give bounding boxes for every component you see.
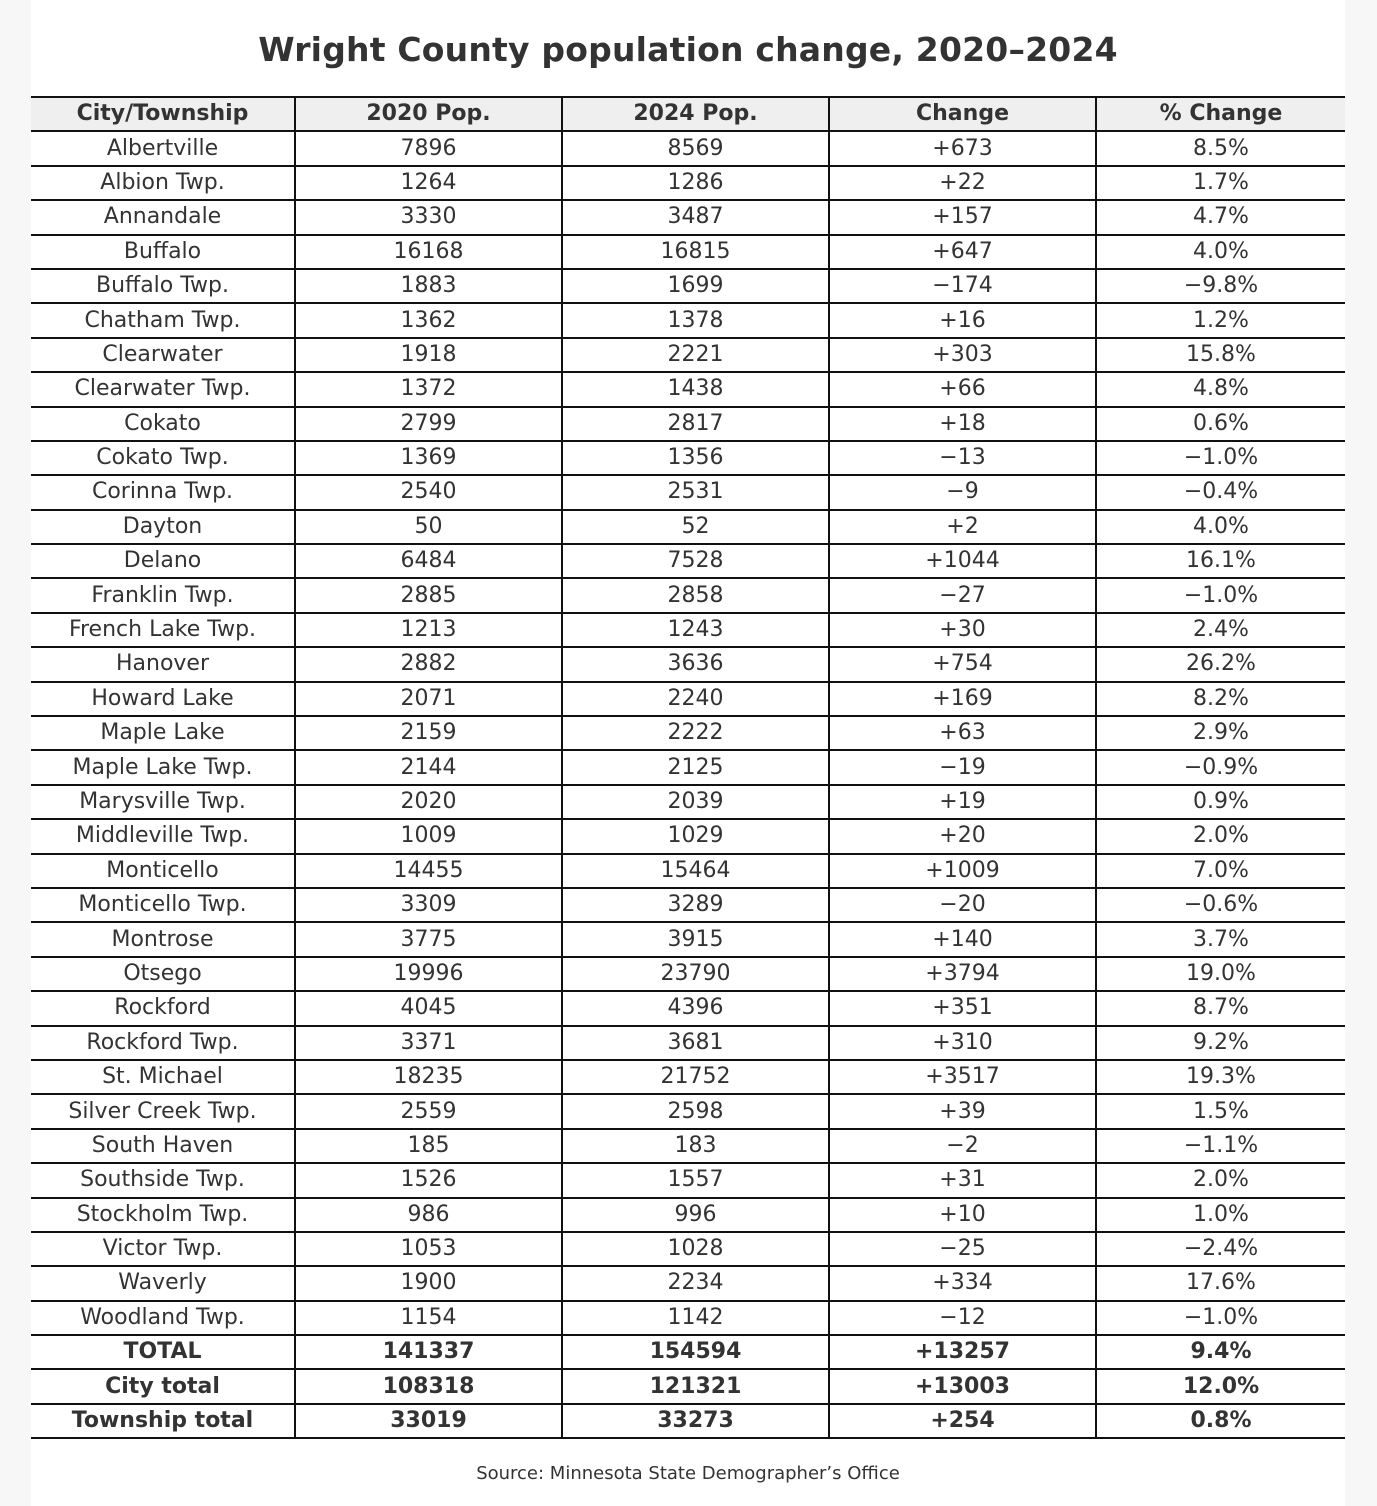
cell-change: +30 (829, 613, 1096, 647)
cell-2024-pop: 154594 (562, 1335, 829, 1369)
cell-2024-pop: 33273 (562, 1404, 829, 1438)
cell-pct-change: 1.0% (1096, 1198, 1345, 1232)
table-row (31, 269, 1345, 303)
cell-change: +310 (829, 1026, 1096, 1060)
cell-change: +140 (829, 922, 1096, 956)
cell-change: +351 (829, 991, 1096, 1025)
cell-name: Maple Lake (31, 716, 295, 750)
table-row (31, 1301, 1345, 1335)
cell-name: Cokato Twp. (31, 441, 295, 475)
table-row (31, 510, 1345, 544)
cell-name: Waverly (31, 1266, 295, 1300)
cell-2024-pop: 3915 (562, 922, 829, 956)
cell-pct-change: 4.8% (1096, 372, 1345, 406)
cell-change: −20 (829, 888, 1096, 922)
cell-2020-pop: 1213 (295, 613, 562, 647)
cell-2024-pop: 996 (562, 1198, 829, 1232)
cell-pct-change: 4.7% (1096, 200, 1345, 234)
table-row (31, 647, 1345, 681)
cell-pct-change: 1.2% (1096, 303, 1345, 337)
document-page (31, 0, 1345, 1506)
cell-2024-pop: 1029 (562, 819, 829, 853)
cell-2024-pop: 1142 (562, 1301, 829, 1335)
cell-2020-pop: 2071 (295, 682, 562, 716)
cell-name: Monticello Twp. (31, 888, 295, 922)
table-row (31, 957, 1345, 991)
cell-change: +13003 (829, 1369, 1096, 1403)
cell-name: Corinna Twp. (31, 475, 295, 509)
cell-pct-change: 0.8% (1096, 1404, 1345, 1438)
cell-2024-pop: 2221 (562, 338, 829, 372)
cell-2020-pop: 1369 (295, 441, 562, 475)
cell-change: +66 (829, 372, 1096, 406)
cell-name: Buffalo Twp. (31, 269, 295, 303)
cell-pct-change: 0.9% (1096, 785, 1345, 819)
cell-pct-change: 19.0% (1096, 957, 1345, 991)
cell-2024-pop: 4396 (562, 991, 829, 1025)
cell-name: Albion Twp. (31, 166, 295, 200)
cell-name: Buffalo (31, 235, 295, 269)
cell-change: +334 (829, 1266, 1096, 1300)
cell-pct-change: −1.0% (1096, 441, 1345, 475)
cell-2020-pop: 2799 (295, 407, 562, 441)
cell-change: +18 (829, 407, 1096, 441)
cell-change: +673 (829, 131, 1096, 165)
cell-name: Howard Lake (31, 682, 295, 716)
cell-change: +1009 (829, 854, 1096, 888)
cell-2020-pop: 1372 (295, 372, 562, 406)
table-row (31, 785, 1345, 819)
cell-pct-change: 1.7% (1096, 166, 1345, 200)
cell-name: Otsego (31, 957, 295, 991)
table-row (31, 1163, 1345, 1197)
cell-2024-pop: 3681 (562, 1026, 829, 1060)
table-header-row (31, 97, 1345, 131)
table-row (31, 716, 1345, 750)
population-table (31, 96, 1345, 1439)
table-body (31, 131, 1345, 1438)
cell-2020-pop: 1264 (295, 166, 562, 200)
cell-pct-change: 8.5% (1096, 131, 1345, 165)
table-row (31, 131, 1345, 165)
cell-2024-pop: 1699 (562, 269, 829, 303)
table-row (31, 922, 1345, 956)
cell-pct-change: 4.0% (1096, 235, 1345, 269)
cell-2024-pop: 2240 (562, 682, 829, 716)
cell-2020-pop: 1526 (295, 1163, 562, 1197)
cell-name: Delano (31, 544, 295, 578)
cell-change: +63 (829, 716, 1096, 750)
cell-name: TOTAL (31, 1335, 295, 1369)
cell-2024-pop: 121321 (562, 1369, 829, 1403)
cell-2020-pop: 4045 (295, 991, 562, 1025)
cell-change: +254 (829, 1404, 1096, 1438)
table-row (31, 235, 1345, 269)
cell-2024-pop: 2598 (562, 1094, 829, 1128)
cell-name: Marysville Twp. (31, 785, 295, 819)
cell-name: Maple Lake Twp. (31, 750, 295, 784)
cell-name: Monticello (31, 854, 295, 888)
cell-pct-change: 16.1% (1096, 544, 1345, 578)
cell-2020-pop: 2885 (295, 578, 562, 612)
cell-change: −9 (829, 475, 1096, 509)
cell-change: −12 (829, 1301, 1096, 1335)
table-row (31, 303, 1345, 337)
cell-2024-pop: 7528 (562, 544, 829, 578)
cell-2024-pop: 2234 (562, 1266, 829, 1300)
table-row (31, 888, 1345, 922)
cell-change: −174 (829, 269, 1096, 303)
table-row (31, 200, 1345, 234)
cell-pct-change: 19.3% (1096, 1060, 1345, 1094)
cell-pct-change: 8.7% (1096, 991, 1345, 1025)
cell-2020-pop: 108318 (295, 1369, 562, 1403)
table-row (31, 407, 1345, 441)
header-city-township: City/Township (31, 97, 295, 131)
cell-2024-pop: 2039 (562, 785, 829, 819)
table-row (31, 475, 1345, 509)
cell-pct-change: −9.8% (1096, 269, 1345, 303)
cell-2024-pop: 1438 (562, 372, 829, 406)
table-row (31, 613, 1345, 647)
cell-2020-pop: 14455 (295, 854, 562, 888)
cell-2024-pop: 2531 (562, 475, 829, 509)
cell-pct-change: 2.0% (1096, 1163, 1345, 1197)
table-row (31, 819, 1345, 853)
cell-2020-pop: 33019 (295, 1404, 562, 1438)
cell-change: +754 (829, 647, 1096, 681)
cell-pct-change: 2.9% (1096, 716, 1345, 750)
table-row (31, 991, 1345, 1025)
cell-2024-pop: 15464 (562, 854, 829, 888)
cell-pct-change: 15.8% (1096, 338, 1345, 372)
cell-2020-pop: 1154 (295, 1301, 562, 1335)
cell-2024-pop: 3487 (562, 200, 829, 234)
cell-2024-pop: 21752 (562, 1060, 829, 1094)
cell-change: −2 (829, 1129, 1096, 1163)
cell-name: Cokato (31, 407, 295, 441)
cell-2024-pop: 2858 (562, 578, 829, 612)
cell-2020-pop: 1900 (295, 1266, 562, 1300)
cell-pct-change: −0.6% (1096, 888, 1345, 922)
cell-2020-pop: 7896 (295, 131, 562, 165)
cell-2024-pop: 1557 (562, 1163, 829, 1197)
cell-pct-change: 0.6% (1096, 407, 1345, 441)
cell-name: Hanover (31, 647, 295, 681)
cell-2020-pop: 3371 (295, 1026, 562, 1060)
cell-name: Annandale (31, 200, 295, 234)
cell-2020-pop: 1883 (295, 269, 562, 303)
cell-pct-change: −1.0% (1096, 1301, 1345, 1335)
cell-2020-pop: 1918 (295, 338, 562, 372)
cell-change: +20 (829, 819, 1096, 853)
cell-name: Middleville Twp. (31, 819, 295, 853)
cell-2020-pop: 2020 (295, 785, 562, 819)
cell-name: Montrose (31, 922, 295, 956)
table-row (31, 682, 1345, 716)
header-change: Change (829, 97, 1096, 131)
cell-2024-pop: 1243 (562, 613, 829, 647)
cell-2020-pop: 2159 (295, 716, 562, 750)
header-2024-pop: 2024 Pop. (562, 97, 829, 131)
cell-2024-pop: 2125 (562, 750, 829, 784)
cell-2024-pop: 52 (562, 510, 829, 544)
cell-2024-pop: 3636 (562, 647, 829, 681)
cell-name: Dayton (31, 510, 295, 544)
cell-pct-change: 2.4% (1096, 613, 1345, 647)
cell-2020-pop: 18235 (295, 1060, 562, 1094)
cell-change: +39 (829, 1094, 1096, 1128)
table-row (31, 578, 1345, 612)
cell-name: Franklin Twp. (31, 578, 295, 612)
cell-pct-change: 2.0% (1096, 819, 1345, 853)
cell-change: +647 (829, 235, 1096, 269)
header-pct-change: % Change (1096, 97, 1345, 131)
cell-change: +303 (829, 338, 1096, 372)
table-row (31, 1094, 1345, 1128)
cell-name: South Haven (31, 1129, 295, 1163)
cell-2024-pop: 1356 (562, 441, 829, 475)
table-row (31, 372, 1345, 406)
cell-name: City total (31, 1369, 295, 1403)
cell-name: Clearwater (31, 338, 295, 372)
cell-2020-pop: 1362 (295, 303, 562, 337)
cell-name: Victor Twp. (31, 1232, 295, 1266)
cell-2024-pop: 1378 (562, 303, 829, 337)
cell-change: +22 (829, 166, 1096, 200)
cell-2020-pop: 3775 (295, 922, 562, 956)
cell-change: −13 (829, 441, 1096, 475)
table-row (31, 441, 1345, 475)
cell-2020-pop: 185 (295, 1129, 562, 1163)
cell-2020-pop: 2144 (295, 750, 562, 784)
cell-name: Rockford (31, 991, 295, 1025)
cell-2024-pop: 23790 (562, 957, 829, 991)
cell-change: +13257 (829, 1335, 1096, 1369)
table-row (31, 338, 1345, 372)
table-row (31, 854, 1345, 888)
cell-2024-pop: 183 (562, 1129, 829, 1163)
cell-pct-change: 1.5% (1096, 1094, 1345, 1128)
cell-2020-pop: 50 (295, 510, 562, 544)
cell-change: +169 (829, 682, 1096, 716)
source-note: Source: Minnesota State Demographer’s Office (476, 1463, 900, 1484)
cell-change: +3517 (829, 1060, 1096, 1094)
cell-change: −19 (829, 750, 1096, 784)
cell-2020-pop: 1009 (295, 819, 562, 853)
cell-name: Stockholm Twp. (31, 1198, 295, 1232)
cell-pct-change: −1.1% (1096, 1129, 1345, 1163)
table-row (31, 1198, 1345, 1232)
cell-change: +1044 (829, 544, 1096, 578)
cell-change: +16 (829, 303, 1096, 337)
cell-change: +157 (829, 200, 1096, 234)
table-row (31, 750, 1345, 784)
cell-2024-pop: 1028 (562, 1232, 829, 1266)
cell-name: Clearwater Twp. (31, 372, 295, 406)
cell-pct-change: −2.4% (1096, 1232, 1345, 1266)
cell-pct-change: 9.2% (1096, 1026, 1345, 1060)
table-row (31, 1060, 1345, 1094)
cell-pct-change: 7.0% (1096, 854, 1345, 888)
cell-pct-change: 4.0% (1096, 510, 1345, 544)
cell-pct-change: −1.0% (1096, 578, 1345, 612)
cell-2020-pop: 19996 (295, 957, 562, 991)
cell-2020-pop: 1053 (295, 1232, 562, 1266)
cell-change: +31 (829, 1163, 1096, 1197)
cell-change: +3794 (829, 957, 1096, 991)
cell-2020-pop: 3309 (295, 888, 562, 922)
table-row (31, 544, 1345, 578)
cell-pct-change: 12.0% (1096, 1369, 1345, 1403)
cell-2024-pop: 2222 (562, 716, 829, 750)
header-2020-pop: 2020 Pop. (295, 97, 562, 131)
cell-2024-pop: 1286 (562, 166, 829, 200)
cell-pct-change: 8.2% (1096, 682, 1345, 716)
cell-change: +2 (829, 510, 1096, 544)
cell-2024-pop: 3289 (562, 888, 829, 922)
table-row (31, 1026, 1345, 1060)
cell-2020-pop: 2559 (295, 1094, 562, 1128)
summary-row (31, 1404, 1345, 1438)
cell-2020-pop: 2882 (295, 647, 562, 681)
cell-pct-change: 17.6% (1096, 1266, 1345, 1300)
cell-2020-pop: 3330 (295, 200, 562, 234)
cell-name: Chatham Twp. (31, 303, 295, 337)
cell-change: +19 (829, 785, 1096, 819)
cell-2020-pop: 6484 (295, 544, 562, 578)
cell-pct-change: −0.4% (1096, 475, 1345, 509)
cell-pct-change: 26.2% (1096, 647, 1345, 681)
summary-row (31, 1335, 1345, 1369)
cell-name: Southside Twp. (31, 1163, 295, 1197)
cell-name: Albertville (31, 131, 295, 165)
cell-change: +10 (829, 1198, 1096, 1232)
cell-pct-change: 3.7% (1096, 922, 1345, 956)
cell-pct-change: −0.9% (1096, 750, 1345, 784)
cell-change: −27 (829, 578, 1096, 612)
table-row (31, 1266, 1345, 1300)
cell-2024-pop: 8569 (562, 131, 829, 165)
cell-2024-pop: 16815 (562, 235, 829, 269)
page-title: Wright County population change, 2020–2024 (258, 30, 1118, 69)
cell-change: −25 (829, 1232, 1096, 1266)
summary-row (31, 1369, 1345, 1403)
cell-2020-pop: 16168 (295, 235, 562, 269)
cell-name: French Lake Twp. (31, 613, 295, 647)
cell-name: St. Michael (31, 1060, 295, 1094)
cell-2020-pop: 986 (295, 1198, 562, 1232)
table-row (31, 1232, 1345, 1266)
table-row (31, 166, 1345, 200)
cell-2024-pop: 2817 (562, 407, 829, 441)
cell-pct-change: 9.4% (1096, 1335, 1345, 1369)
cell-name: Silver Creek Twp. (31, 1094, 295, 1128)
cell-2020-pop: 141337 (295, 1335, 562, 1369)
table-row (31, 1129, 1345, 1163)
cell-name: Township total (31, 1404, 295, 1438)
cell-2020-pop: 2540 (295, 475, 562, 509)
cell-name: Rockford Twp. (31, 1026, 295, 1060)
cell-name: Woodland Twp. (31, 1301, 295, 1335)
